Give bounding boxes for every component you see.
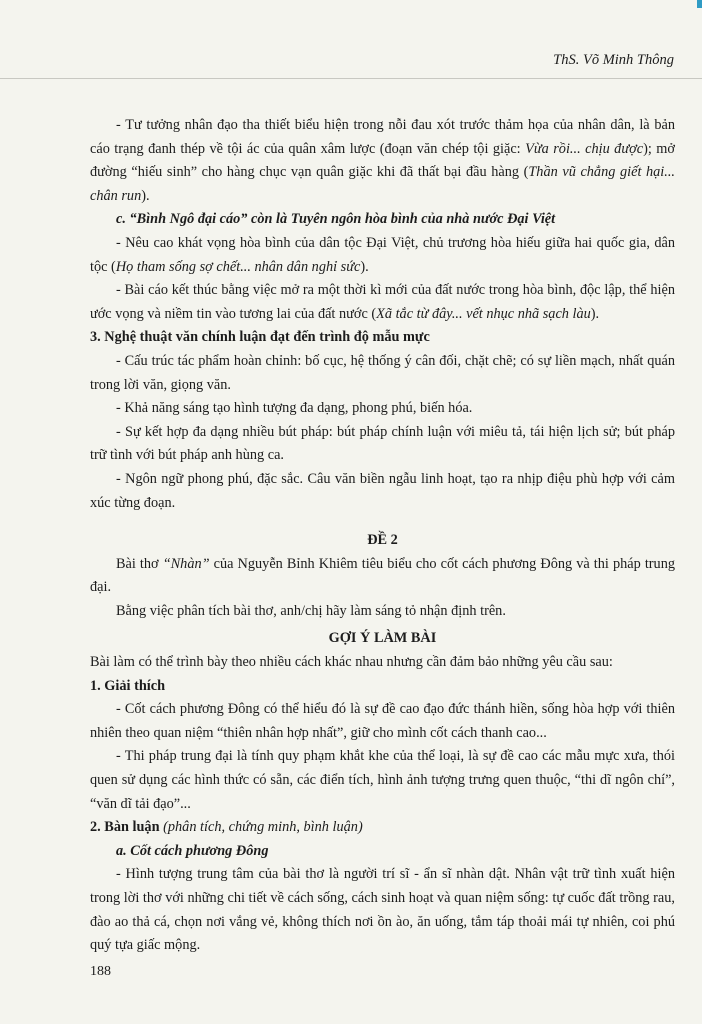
paragraph-styles: - Sự kết hợp đa dạng nhiều bút pháp: bút pháp chính luận với miêu tả, tái hiện lịch sử; bút pháp trữ tình với bút pháp anh hùng ca. xyxy=(90,423,675,464)
heading-de-2: ĐỀ 2 xyxy=(367,532,398,549)
paragraph-eastern-character: - Cốt cách phương Đông có thể hiểu đó là sự đề cao đạo đức thánh hiền, sống hòa hợp với thiên nhiên theo quan niệm “thiên nhân hợp nhất”, giữ cho mình cốt cách thanh cao... xyxy=(90,701,675,741)
heading-discussion: 2. Bàn luận (phân tích, chứng minh, bình luận) xyxy=(90,819,363,836)
heading-goi-y: GỢI Ý LÀM BÀI xyxy=(328,630,437,647)
subheading-eastern-character: a. Cốt cách phương Đông xyxy=(116,842,269,859)
paragraph-central-image: - Hình tượng trung tâm của bài thơ là người trí sĩ - ẩn sĩ nhàn dật. Nhân vật trữ tình xuất hiện trong lời thơ với những chi tiết về cách sống, cách sinh hoạt và quan niệm sống: tự cuốc đất trồng rau, đào ao thả cá, chọn nơi vắng vẻ, không thích nơi ồn ào, ăn uống, tắm táp thoải mái tự nhiên, coi phú quý tựa giấc mộng. xyxy=(90,866,675,954)
page-body xyxy=(90,114,675,958)
paragraph-task: Bằng việc phân tích bài thơ, anh/chị hãy làm sáng tỏ nhận định trên. xyxy=(116,602,506,619)
page-edge-mark xyxy=(697,0,702,8)
paragraph-imagery: - Khả năng sáng tạo hình tượng đa dạng, phong phú, biến hóa. xyxy=(116,400,473,417)
heading-explanation: 1. Giải thích xyxy=(90,677,166,694)
subheading-peace-declaration: c. “Bình Ngô đại cáo” còn là Tuyên ngôn hòa bình của nhà nước Đại Việt xyxy=(116,211,556,228)
heading-art-section: 3. Nghệ thuật văn chính luận đạt đến trình độ mẫu mực xyxy=(90,329,430,346)
header-divider xyxy=(0,78,702,79)
paragraph-peace-aspiration: - Nêu cao khát vọng hòa bình của dân tộc Đại Việt, chủ trương hòa hiếu giữa hai quốc gia, dân tộc (Họ tham sống sợ chết... nhân dân nghỉ sức). xyxy=(90,234,675,275)
running-header-author: ThS. Võ Minh Thông xyxy=(553,52,674,68)
paragraph-language: - Ngôn ngữ phong phú, đặc sắc. Câu văn biền ngẫu linh hoạt, tạo ra nhịp điệu phù hợp với cảm xúc từng đoạn. xyxy=(90,470,675,511)
paragraph-structure: - Cấu trúc tác phẩm hoàn chỉnh: bố cục, hệ thống ý cân đối, chặt chẽ; có sự liền mạch, nhất quán trong lời văn, giọng văn. xyxy=(90,352,675,393)
paragraph-new-era: - Bài cáo kết thúc bằng việc mở ra một thời kì mới của đất nước trong hòa bình, độc lập, thể hiện ước vọng và niềm tin vào tương lai của đất nước (Xã tắc từ đây... vết nhục nhã sạch làu). xyxy=(90,282,675,322)
paragraph-requirements: Bài làm có thể trình bày theo nhiều cách khác nhau nhưng cần đảm bảo những yêu cầu sau: xyxy=(90,654,613,671)
paragraph-medieval-poetics: - Thi pháp trung đại là tính quy phạm khắt khe của thể loại, là sự đề cao các mẫu mực xưa, thói quen sử dụng các hình thức có sẵn, các điển tích, hình ảnh tượng trưng quen thuộc, “thi dĩ ngôn chí”, “văn dĩ tải đạo”... xyxy=(90,748,675,812)
page-number: 188 xyxy=(90,964,111,979)
paragraph-prompt: Bài thơ “Nhàn” của Nguyễn Bỉnh Khiêm tiêu biểu cho cốt cách phương Đông và thi pháp trung đại. xyxy=(90,555,676,596)
paragraph-humanism: - Tư tưởng nhân đạo tha thiết biểu hiện trong nỗi đau xót trước thảm họa của nhân dân, là bản cáo trạng đanh thép về tội ác của quân xâm lược (đoạn văn chép tội giặc: Vừa rồi... chịu được); mở đường “hiếu sinh” cho hàng chục vạn quân giặc khi đã thất bại đầu hàng (Thần vũ chẳng giết hại... chân run). xyxy=(90,117,675,204)
